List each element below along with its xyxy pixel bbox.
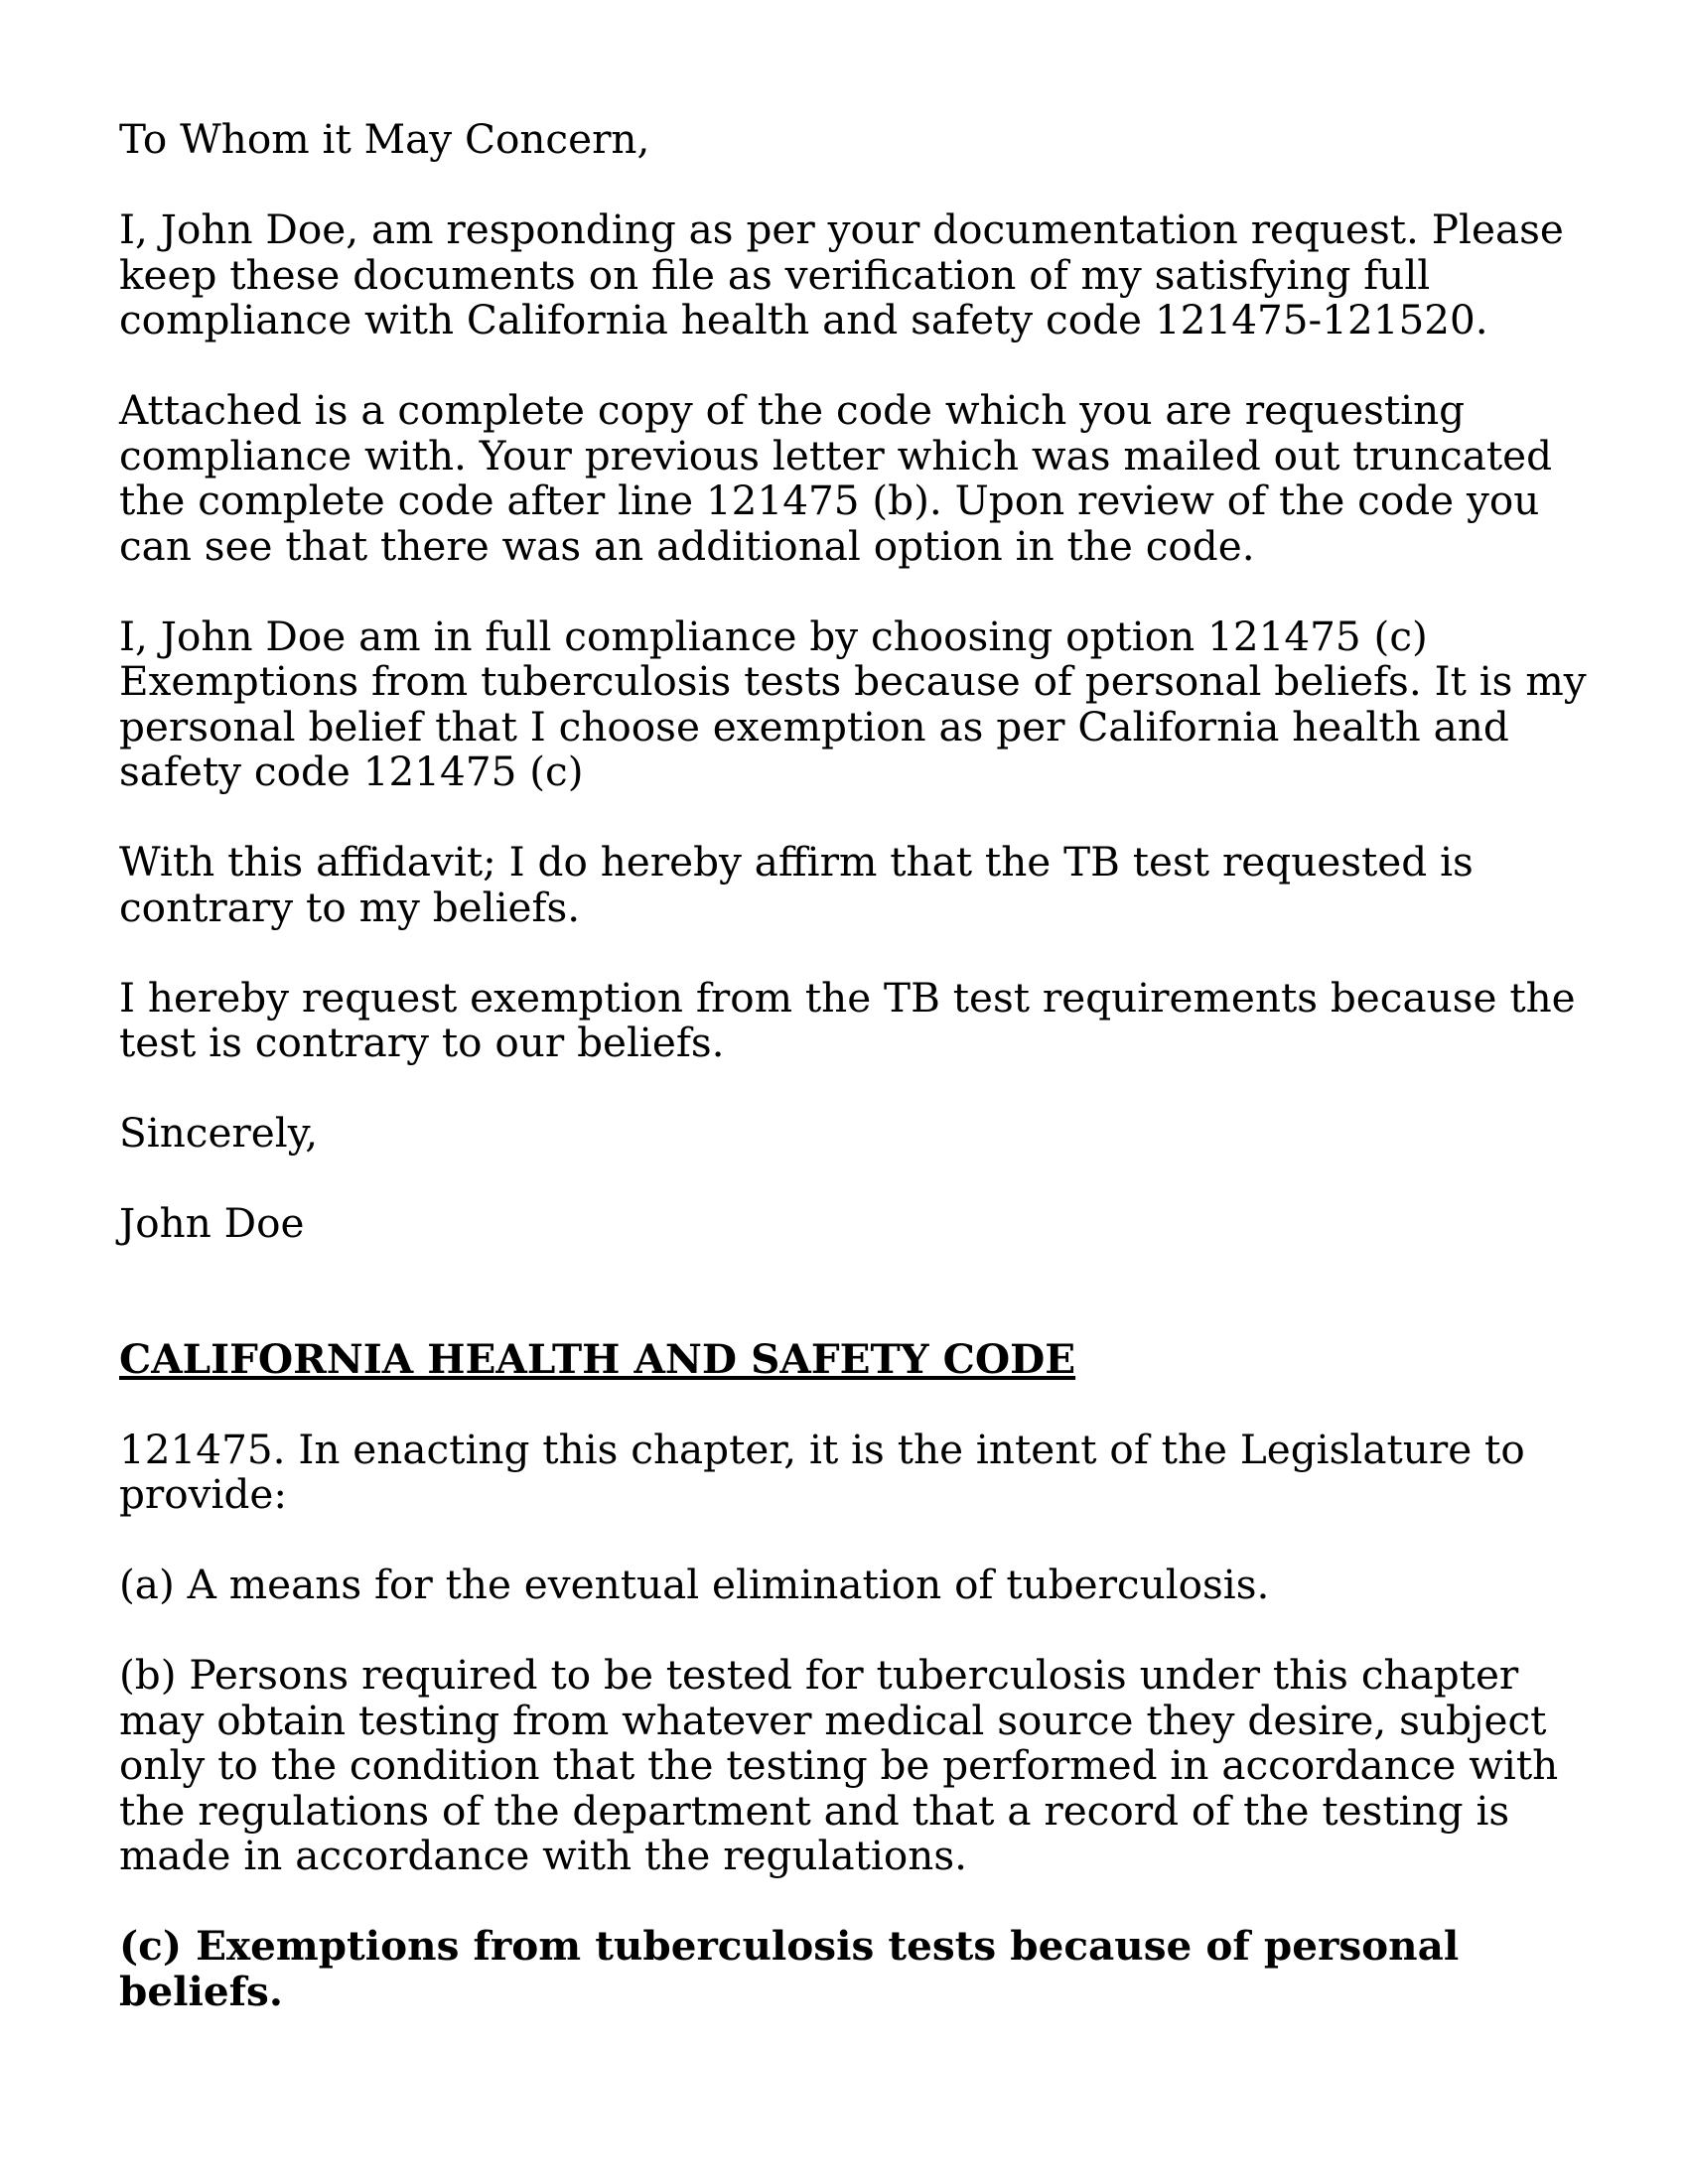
letter-paragraph-3: I, John Doe am in full compliance by choosing option 121475 (c) Exemptions from tuberculosis tests because of personal beliefs. It is my personal belief that I choose exemption as per California health and safety code 121475 (c) bbox=[119, 612, 1587, 795]
document-page bbox=[119, 117, 1589, 2014]
letter-paragraph-5: I hereby request exemption from the TB test requirements because the test is contrary to our beliefs. bbox=[119, 973, 1576, 1066]
code-item-c: (c) Exemptions from tuberculosis tests because of personal beliefs. bbox=[119, 1922, 1460, 2015]
letter-paragraph-1: I, John Doe, am responding as per your documentation request. Please keep these documents on file as verification of my satisfying full compliance with California health and safety code 121475-121520. bbox=[119, 205, 1564, 343]
code-item-b: (b) Persons required to be tested for tuberculosis under this chapter may obtain testing from whatever medical source they desire, subject only to the condition that the testing be performed in accordance with the regulations of the department and that a record of the testing is made in accordance with the regulations. bbox=[119, 1651, 1559, 1879]
closing: Sincerely, bbox=[119, 1109, 319, 1157]
letter-paragraph-2: Attached is a complete copy of the code which you are requesting compliance with. Your previous letter which was mailed out truncated the complete code after line 121475 (b). Upon review of the code you can see that there was an additional option in the code. bbox=[119, 386, 1553, 570]
code-heading: CALIFORNIA HEALTH AND SAFETY CODE bbox=[119, 1334, 1076, 1383]
letter-paragraph-4: With this affidavit; I do hereby affirm that the TB test requested is contrary to my beliefs. bbox=[119, 838, 1474, 931]
code-item-a: (a) A means for the eventual elimination of tuberculosis. bbox=[119, 1561, 1270, 1608]
code-intro: 121475. In enacting this chapter, it is the intent of the Legislature to provide: bbox=[119, 1425, 1525, 1518]
signature: John Doe bbox=[119, 1199, 305, 1247]
salutation: To Whom it May Concern, bbox=[119, 115, 650, 163]
